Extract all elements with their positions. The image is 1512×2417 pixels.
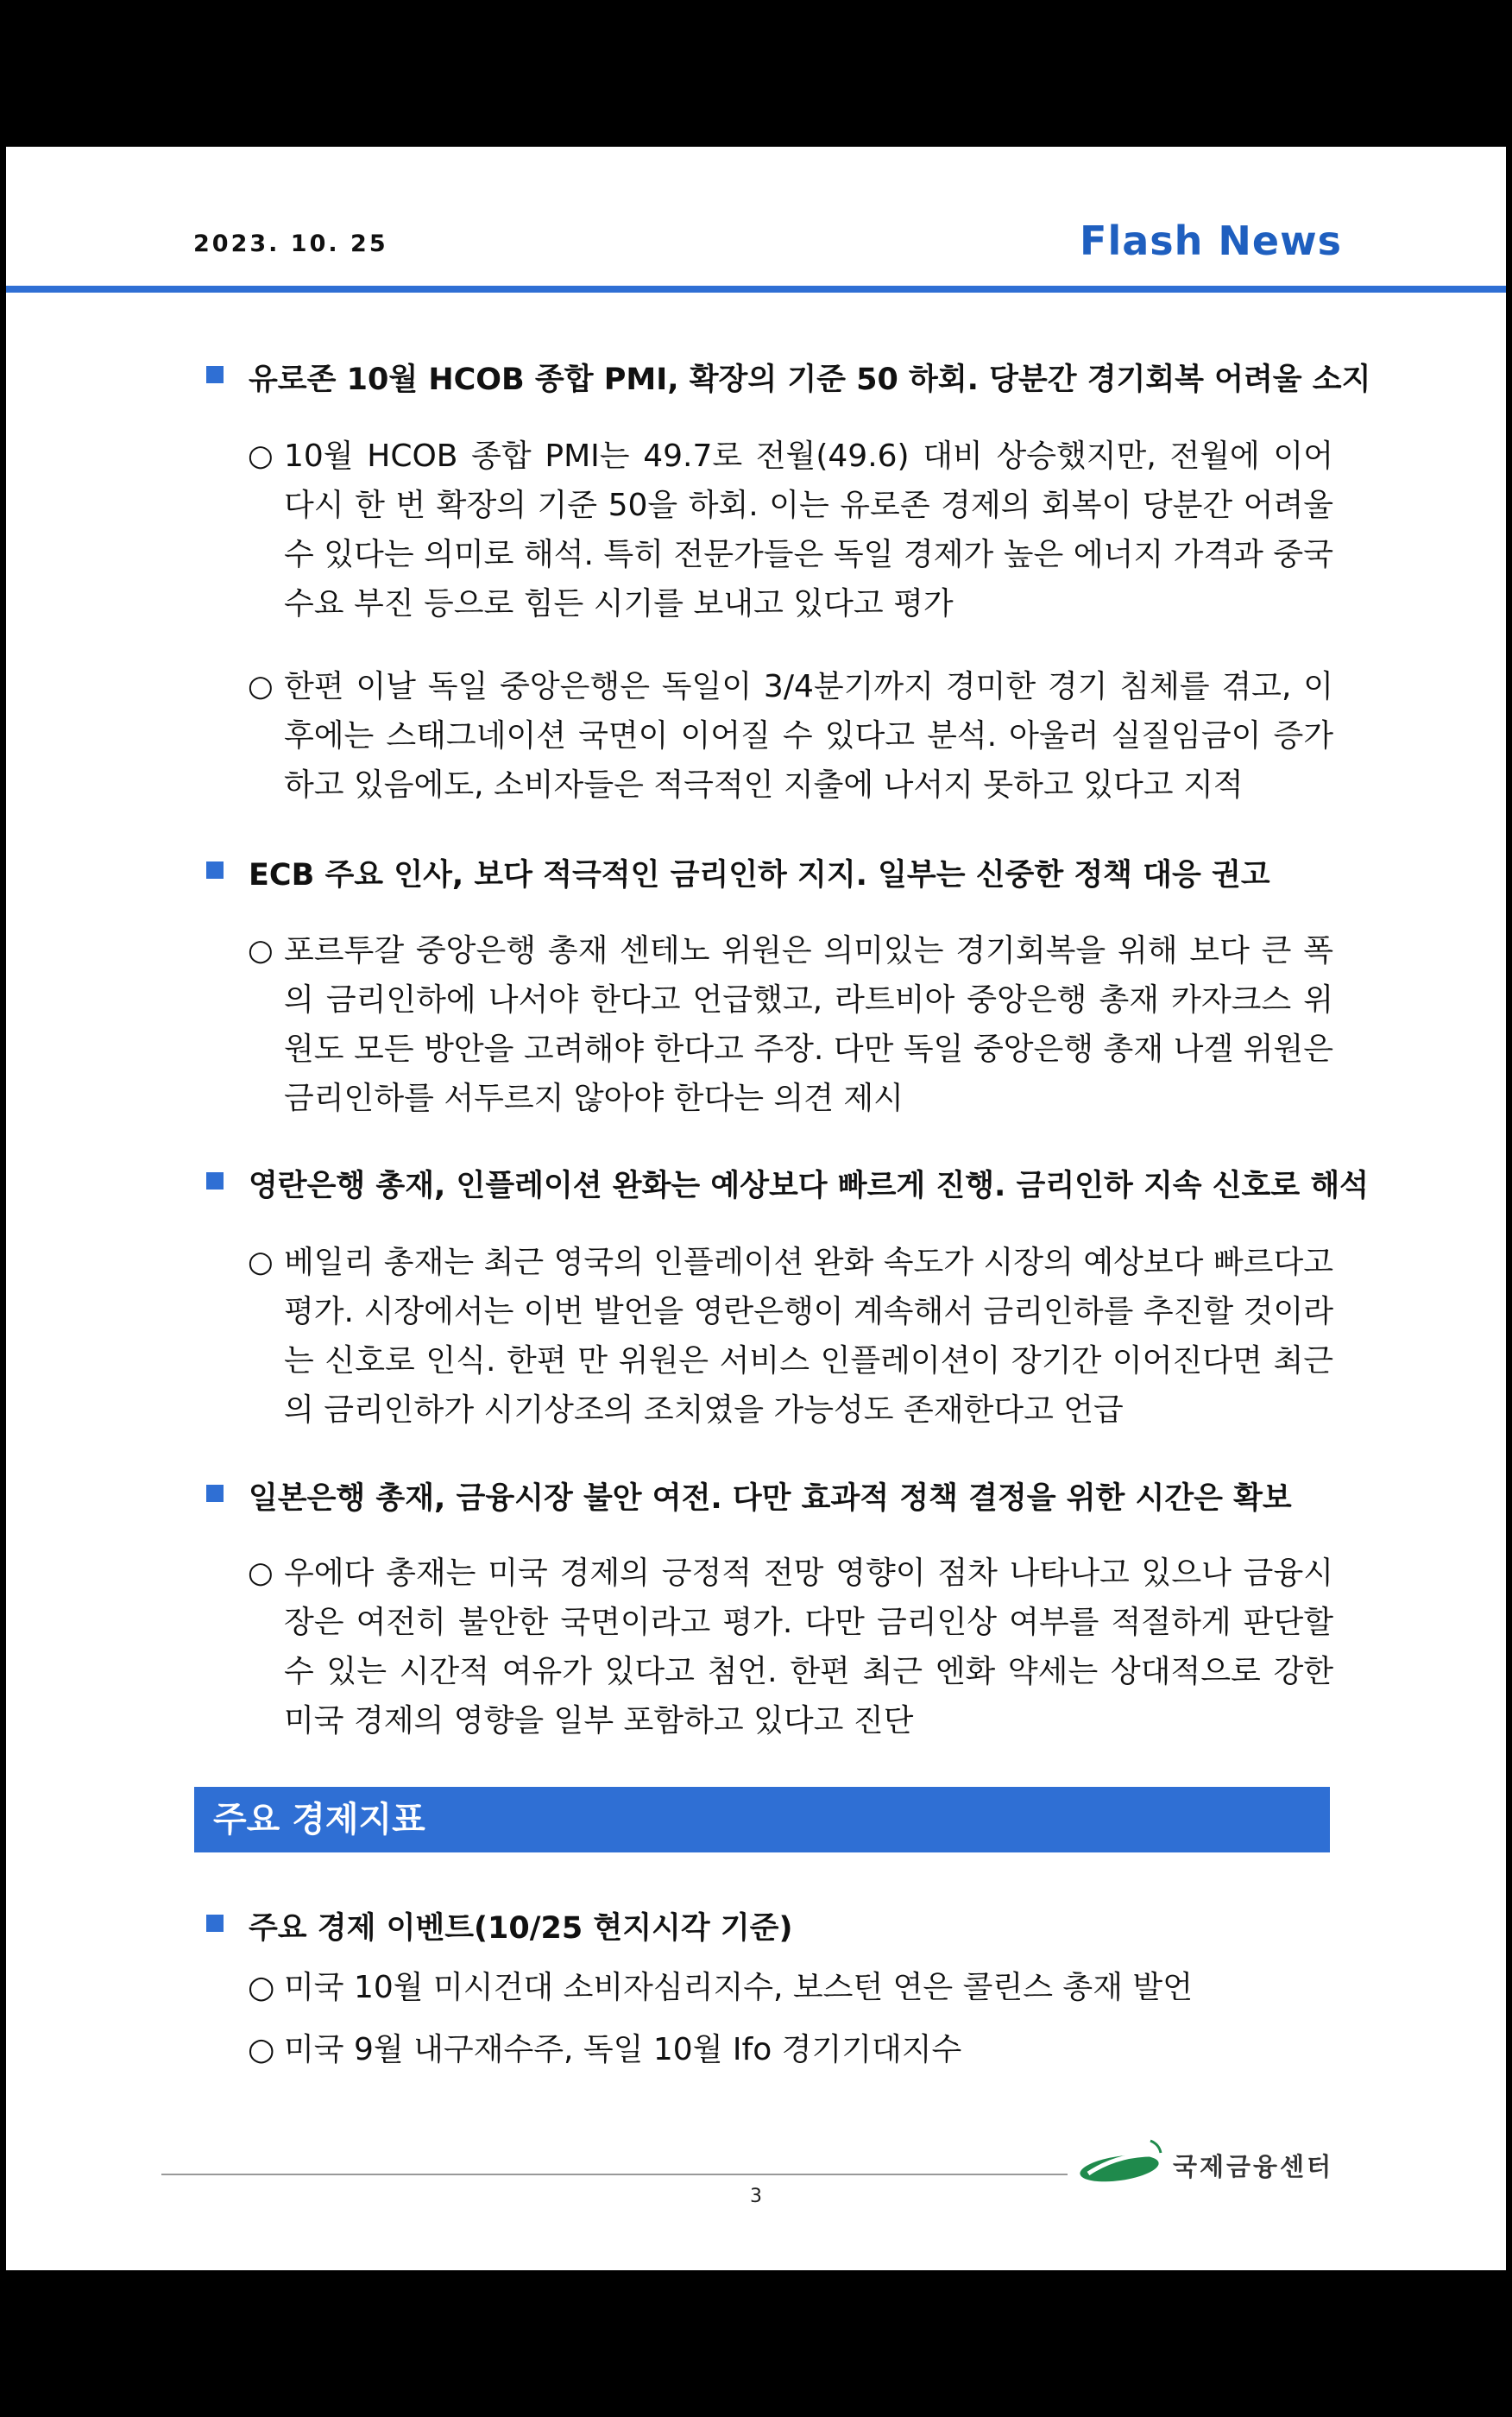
bullet-text: 한편 이날 독일 중앙은행은 독일이 3/4분기까지 경미한 경기 침체를 겪고, 이후에는 스태그네이션 국면이 이어질 수 있다고 분석. 아울러 실질임금이 증가하고 있음에도, 소비자들은 적극적인 지출에 나서지 못하고 있다고 지적 xyxy=(284,669,1333,803)
bullet-text: 포르투갈 중앙은행 총재 센테노 위원은 의미있는 경기회복을 위해 보다 큰 폭의 금리인하에 나서야 한다고 언급했고, 라트비아 중앙은행 총재 카자크스 위원도 모든 방안을 고려해야 한다고 주장. 다만 독일 중앙은행 총재 나겔 위원은 금리인하를 서두르지 않아야 한다는 의견 제시 xyxy=(284,933,1333,1116)
list-item xyxy=(241,432,1333,628)
brand-title: Flash News xyxy=(1080,218,1342,264)
event-text: 미국 10월 미시건대 소비자심리지수, 보스턴 연은 콜린스 총재 발언 xyxy=(284,1970,1193,2005)
list-item xyxy=(241,662,1333,810)
page-number: 3 xyxy=(750,2186,762,2207)
section-title-2: ECB 주요 인사, 보다 적극적인 금리인하 지지. 일부는 신중한 정책 대응 권고 xyxy=(249,858,1270,893)
circle-bullet-icon: ○ xyxy=(248,1556,274,1590)
kcif-logo-icon xyxy=(1076,2132,1171,2193)
section-title-1: 유로존 10월 HCOB 종합 PMI, 확장의 기준 50 하회. 당분간 경기회복 어려울 소지 xyxy=(249,363,1371,397)
section-square-icon xyxy=(206,1485,224,1502)
list-item xyxy=(241,1549,1333,1745)
circle-bullet-icon: ○ xyxy=(248,933,274,968)
circle-bullet-icon: ○ xyxy=(248,1970,275,2005)
document-page xyxy=(6,147,1506,2270)
section-square-icon xyxy=(206,1172,224,1190)
header-divider xyxy=(6,286,1506,293)
circle-bullet-icon: ○ xyxy=(248,669,274,704)
org-name: 국제금융센터 xyxy=(1173,2152,1334,2181)
list-item xyxy=(241,1238,1333,1435)
events-title: 주요 경제 이벤트(10/25 현지시각 기준) xyxy=(249,1911,793,1946)
section-square-icon xyxy=(206,366,224,383)
section-title-3: 영란은행 총재, 인플레이션 완화는 예상보다 빠르게 진행. 금리인하 지속 신호로 해석 xyxy=(249,1169,1369,1203)
list-item xyxy=(241,926,1333,1123)
circle-bullet-icon: ○ xyxy=(248,439,274,473)
bullet-text: 베일리 총재는 최근 영국의 인플레이션 완화 속도가 시장의 예상보다 빠르다고 평가. 시장에서는 이번 발언을 영란은행이 계속해서 금리인하를 추진할 것이라는 신호로 인식. 한편 만 위원은 서비스 인플레이션이 장기간 이어진다면 최근의 금리인하가 시기상조의 조치였을 가능성도 존재한다고 언급 xyxy=(284,1245,1333,1428)
list-item xyxy=(241,1963,1193,2007)
bullet-text: 10월 HCOB 종합 PMI는 49.7로 전월(49.6) 대비 상승했지만, 전월에 이어 다시 한 번 확장의 기준 50을 하회. 이는 유로존 경제의 회복이 당분간 어려울 수 있다는 의미로 해석. 특히 전문가들은 독일 경제가 높은 에너지 가격과 중국 수요 부진 등으로 힘든 시기를 보내고 있다고 평가 xyxy=(284,439,1333,622)
section-square-icon xyxy=(206,861,224,879)
section-square-icon xyxy=(206,1915,224,1932)
circle-bullet-icon: ○ xyxy=(248,1245,274,1279)
report-date: 2023. 10. 25 xyxy=(193,230,388,257)
bullet-text: 우에다 총재는 미국 경제의 긍정적 전망 영향이 점차 나타나고 있으나 금융시장은 여전히 불안한 국면이라고 평가. 다만 금리인상 여부를 적절하게 판단할 수 있는 시간적 여유가 있다고 첨언. 한편 최근 엔화 약세는 상대적으로 강한 미국 경제의 영향을 일부 포함하고 있다고 진단 xyxy=(284,1556,1333,1739)
circle-bullet-icon: ○ xyxy=(248,2032,275,2067)
list-item xyxy=(241,2025,961,2069)
footer-divider xyxy=(161,2174,1068,2175)
section-title-4: 일본은행 총재, 금융시장 불안 여전. 다만 효과적 정책 결정을 위한 시간은 확보 xyxy=(249,1481,1292,1516)
event-text: 미국 9월 내구재수주, 독일 10월 Ifo 경기기대지수 xyxy=(284,2032,962,2067)
section-banner: 주요 경제지표 xyxy=(194,1787,1330,1852)
